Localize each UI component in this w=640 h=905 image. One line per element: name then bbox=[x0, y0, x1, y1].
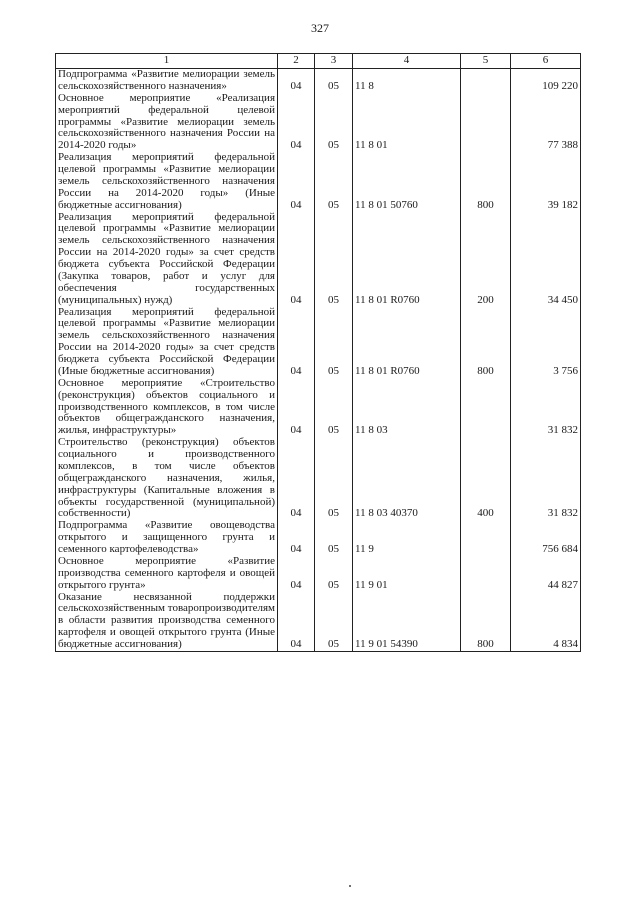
row-name: Подпрограмма «Развитие овощеводства открытого и защищенного грунта и семенного картофелеводства» bbox=[56, 520, 278, 556]
row-name: Основное мероприятие «Реализация мероприятий федеральной целевой программы «Развитие мелиорации земель сельскохозяйственного назначения России на 2014-2020 годы» bbox=[56, 93, 278, 152]
row-target-code: 11 9 01 54390 bbox=[353, 592, 461, 652]
table-row bbox=[56, 520, 581, 556]
row-amount: 4 834 bbox=[511, 592, 581, 652]
row-expense-type bbox=[461, 69, 511, 93]
row-section: 04 bbox=[278, 307, 315, 378]
row-target-code: 11 8 03 bbox=[353, 378, 461, 437]
row-section: 04 bbox=[278, 69, 315, 93]
column-header-4: 4 bbox=[353, 54, 461, 69]
row-target-code: 11 8 01 50760 bbox=[353, 152, 461, 211]
row-subsection: 05 bbox=[315, 307, 353, 378]
row-section: 04 bbox=[278, 212, 315, 307]
row-expense-type bbox=[461, 378, 511, 437]
row-subsection: 05 bbox=[315, 437, 353, 520]
column-header-1: 1 bbox=[56, 54, 278, 69]
row-expense-type bbox=[461, 520, 511, 556]
column-header-2: 2 bbox=[278, 54, 315, 69]
row-subsection: 05 bbox=[315, 378, 353, 437]
row-target-code: 11 9 bbox=[353, 520, 461, 556]
row-subsection: 05 bbox=[315, 212, 353, 307]
row-target-code: 11 9 01 bbox=[353, 556, 461, 592]
table-row bbox=[56, 69, 581, 93]
row-name: Основное мероприятие «Развитие производства семенного картофеля и овощей открытого грунта» bbox=[56, 556, 278, 592]
row-section: 04 bbox=[278, 437, 315, 520]
row-expense-type bbox=[461, 93, 511, 152]
table-header-row bbox=[56, 54, 581, 69]
table-row bbox=[56, 212, 581, 307]
row-subsection: 05 bbox=[315, 592, 353, 652]
column-header-3: 3 bbox=[315, 54, 353, 69]
row-section: 04 bbox=[278, 592, 315, 652]
row-subsection: 05 bbox=[315, 152, 353, 211]
row-subsection: 05 bbox=[315, 93, 353, 152]
row-amount: 44 827 bbox=[511, 556, 581, 592]
table-row bbox=[56, 592, 581, 652]
table-row bbox=[56, 556, 581, 592]
row-amount: 756 684 bbox=[511, 520, 581, 556]
table-row bbox=[56, 152, 581, 211]
column-header-5: 5 bbox=[461, 54, 511, 69]
row-name: Подпрограмма «Развитие мелиорации земель сельскохозяйственного назначения» bbox=[56, 69, 278, 93]
budget-table bbox=[55, 53, 581, 652]
row-section: 04 bbox=[278, 378, 315, 437]
row-target-code: 11 8 03 40370 bbox=[353, 437, 461, 520]
row-name: Реализация мероприятий федеральной целевой программы «Развитие мелиорации земель сельскохозяйственного назначения России на 2014-2020 годы» за счет средств бюджета субъекта Российской Федерации (Иные бюджетные ассигнования) bbox=[56, 307, 278, 378]
row-amount: 3 756 bbox=[511, 307, 581, 378]
row-amount: 77 388 bbox=[511, 93, 581, 152]
row-amount: 31 832 bbox=[511, 437, 581, 520]
row-target-code: 11 8 01 R0760 bbox=[353, 212, 461, 307]
table-row bbox=[56, 437, 581, 520]
row-target-code: 11 8 01 bbox=[353, 93, 461, 152]
row-section: 04 bbox=[278, 93, 315, 152]
row-section: 04 bbox=[278, 152, 315, 211]
row-expense-type bbox=[461, 556, 511, 592]
row-amount: 39 182 bbox=[511, 152, 581, 211]
table-row bbox=[56, 307, 581, 378]
row-name: Строительство (реконструкция) объектов социального и производственного комплексов, в том числе объектов общегражданского назначения, жилья, инфраструктуры (Капитальные вложения в объекты государственной (муниципальной) собственности) bbox=[56, 437, 278, 520]
row-target-code: 11 8 bbox=[353, 69, 461, 93]
table-row bbox=[56, 378, 581, 437]
row-target-code: 11 8 01 R0760 bbox=[353, 307, 461, 378]
row-name: Реализация мероприятий федеральной целевой программы «Развитие мелиорации земель сельскохозяйственного назначения России на 2014-2020 годы» (Иные бюджетные ассигнования) bbox=[56, 152, 278, 211]
column-header-6: 6 bbox=[511, 54, 581, 69]
row-name: Оказание несвязанной поддержки сельскохозяйственным товаропроизводителям в области развития производства семенного картофеля и овощей открытого грунта (Иные бюджетные ассигнования) bbox=[56, 592, 278, 652]
row-expense-type: 400 bbox=[461, 437, 511, 520]
row-name: Основное мероприятие «Строительство (реконструкция) объектов социального и производственного комплексов, в том числе объектов общегражданского назначения, жилья, инфраструктуры» bbox=[56, 378, 278, 437]
row-expense-type: 800 bbox=[461, 592, 511, 652]
row-amount: 34 450 bbox=[511, 212, 581, 307]
row-name: Реализация мероприятий федеральной целевой программы «Развитие мелиорации земель сельскохозяйственного назначения России на 2014-2020 годы» за счет средств бюджета субъекта Российской Федерации (Закупка товаров, работ и услуг для обеспечения государственных (муниципальных) нужд) bbox=[56, 212, 278, 307]
row-expense-type: 800 bbox=[461, 152, 511, 211]
row-subsection: 05 bbox=[315, 556, 353, 592]
table-row bbox=[56, 93, 581, 152]
row-subsection: 05 bbox=[315, 520, 353, 556]
row-expense-type: 200 bbox=[461, 212, 511, 307]
row-amount: 109 220 bbox=[511, 69, 581, 93]
row-section: 04 bbox=[278, 556, 315, 592]
scan-speck bbox=[349, 885, 351, 887]
row-amount: 31 832 bbox=[511, 378, 581, 437]
row-section: 04 bbox=[278, 520, 315, 556]
row-expense-type: 800 bbox=[461, 307, 511, 378]
row-subsection: 05 bbox=[315, 69, 353, 93]
page-number: 327 bbox=[311, 21, 329, 35]
